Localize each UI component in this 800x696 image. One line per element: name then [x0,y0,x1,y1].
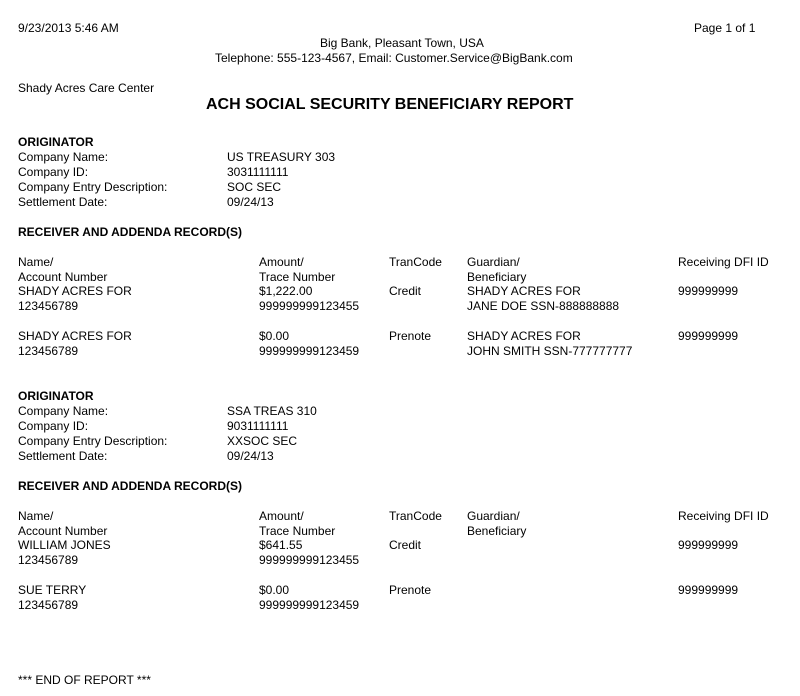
trancode: Credit [389,284,422,298]
trancode: Prenote [389,583,432,597]
beneficiary: JANE DOE SSN-888888888 [467,299,620,313]
receiver-name: SHADY ACRES FOR [18,329,132,343]
page-number: Page 1 of 1 [694,21,756,35]
receiver-name: SUE TERRY [18,583,87,597]
col-account-header: Account Number [18,270,108,284]
settlement-value: 09/24/13 [227,449,274,463]
col-name-header: Name/ [18,255,54,269]
bank-contact: Telephone: 555-123-4567, Email: Customer.Service@BigBank.com [215,51,573,65]
trace-number: 999999999123459 [259,598,360,612]
company-name-label: Company Name: [18,404,109,418]
account-number: 123456789 [18,299,79,313]
trace-number: 999999999123459 [259,344,360,358]
entry-desc-value: SOC SEC [227,180,282,194]
col-trancode-header: TranCode [389,509,442,523]
originator-heading: ORIGINATOR [18,389,94,403]
trace-number: 999999999123455 [259,299,360,313]
end-of-report: *** END OF REPORT *** [18,673,151,687]
company-id-value: 3031111111 [227,165,289,179]
col-guardian-header: Guardian/ [467,509,520,523]
amount: $0.00 [259,583,290,597]
col-trace-header: Trace Number [259,270,336,284]
beneficiary: JOHN SMITH SSN-777777777 [467,344,633,358]
dfi-id: 999999999 [678,284,739,298]
receiver-heading: RECEIVER AND ADDENDA RECORD(S) [18,479,243,493]
dfi-id: 999999999 [678,329,739,343]
client-name: Shady Acres Care Center [18,81,155,95]
receiver-heading: RECEIVER AND ADDENDA RECORD(S) [18,225,243,239]
entry-desc-label: Company Entry Description: [18,180,168,194]
account-number: 123456789 [18,344,79,358]
col-trancode-header: TranCode [389,255,442,269]
col-amount-header: Amount/ [259,255,304,269]
company-name-label: Company Name: [18,150,109,164]
bank-name: Big Bank, Pleasant Town, USA [320,36,484,50]
amount: $1,222.00 [259,284,313,298]
report-title: ACH SOCIAL SECURITY BENEFICIARY REPORT [206,96,574,113]
col-dfi-header: Receiving DFI ID [678,255,769,269]
trace-number: 999999999123455 [259,553,360,567]
report-datetime: 9/23/2013 5:46 AM [18,21,119,35]
company-id-value: 9031111111 [227,419,289,433]
account-number: 123456789 [18,598,79,612]
col-guardian-header: Guardian/ [467,255,520,269]
originator-heading: ORIGINATOR [18,135,94,149]
company-id-label: Company ID: [18,165,89,179]
col-beneficiary-header: Beneficiary [467,270,527,284]
company-name-value: US TREASURY 303 [227,150,336,164]
col-name-header: Name/ [18,509,54,523]
dfi-id: 999999999 [678,583,739,597]
dfi-id: 999999999 [678,538,739,552]
col-beneficiary-header: Beneficiary [467,524,527,538]
settlement-value: 09/24/13 [227,195,274,209]
trancode: Credit [389,538,422,552]
settlement-label: Settlement Date: [18,449,108,463]
entry-desc-value: XXSOC SEC [227,434,298,448]
amount: $0.00 [259,329,290,343]
guardian: SHADY ACRES FOR [467,329,581,343]
receiver-name: SHADY ACRES FOR [18,284,132,298]
settlement-label: Settlement Date: [18,195,108,209]
company-id-label: Company ID: [18,419,89,433]
guardian: SHADY ACRES FOR [467,284,581,298]
receiver-name: WILLIAM JONES [18,538,111,552]
col-trace-header: Trace Number [259,524,336,538]
account-number: 123456789 [18,553,79,567]
company-name-value: SSA TREAS 310 [227,404,317,418]
trancode: Prenote [389,329,432,343]
entry-desc-label: Company Entry Description: [18,434,168,448]
amount: $641.55 [259,538,303,552]
col-dfi-header: Receiving DFI ID [678,509,769,523]
col-account-header: Account Number [18,524,108,538]
col-amount-header: Amount/ [259,509,304,523]
